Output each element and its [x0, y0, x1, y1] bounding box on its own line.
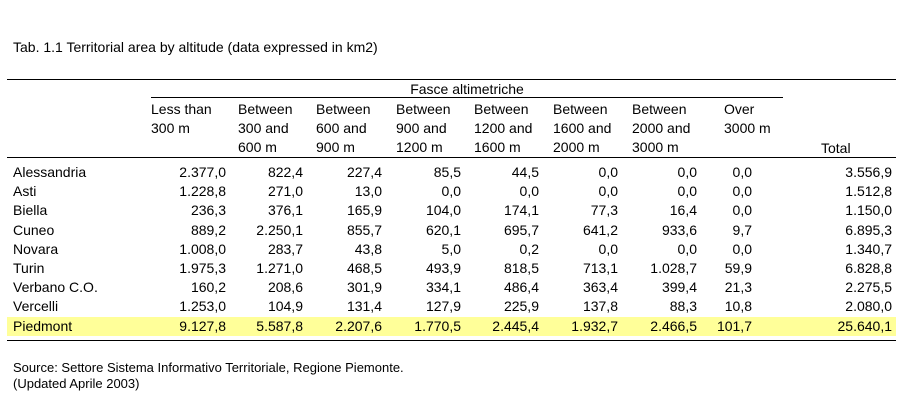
value-cell: 334,1 [425, 279, 461, 296]
row-label: Novara [13, 240, 59, 257]
value-cell: 855,7 [346, 221, 382, 238]
header-rule [7, 157, 896, 158]
value-cell: 127,9 [425, 298, 461, 315]
col-header-2: Between 300 and 600 m [238, 101, 293, 155]
value-cell: 1.770,5 [414, 317, 461, 334]
value-cell: 85,5 [433, 164, 461, 180]
value-cell: 2.250,1 [256, 221, 303, 238]
value-cell: 0,2 [519, 240, 539, 257]
value-cell: 104,0 [425, 202, 461, 219]
value-cell: 2.445,4 [492, 317, 539, 334]
value-cell: 227,4 [346, 164, 382, 180]
row-label: Verbano C.O. [13, 279, 98, 296]
value-cell: 88,3 [669, 298, 697, 315]
value-cell: 5.587,8 [256, 317, 303, 334]
row-label: Biella [13, 202, 48, 219]
group-underline [151, 97, 783, 98]
value-cell: 1.008,0 [179, 240, 226, 257]
value-cell: 1.932,7 [571, 317, 618, 334]
value-cell: 101,7 [716, 317, 752, 334]
value-cell: 9.127,8 [179, 317, 226, 334]
value-cell: 0,0 [732, 164, 752, 180]
total-cell: 3.556,9 [845, 164, 892, 180]
value-cell: 0,0 [441, 183, 461, 200]
value-cell: 486,4 [503, 279, 539, 296]
table-row [7, 163, 896, 182]
value-cell: 13,0 [354, 183, 382, 200]
value-cell: 236,3 [190, 202, 226, 219]
value-cell: 0,0 [677, 183, 697, 200]
value-cell: 1.228,8 [179, 183, 226, 200]
group-header: Fasce altimetriche [410, 81, 524, 97]
value-cell: 0,0 [732, 183, 752, 200]
table-title: Tab. 1.1 Territorial area by altitude (data expressed in km2) [13, 39, 378, 55]
value-cell: 468,5 [346, 260, 382, 276]
value-cell: 2.207,6 [335, 317, 382, 334]
value-cell: 822,4 [267, 164, 303, 180]
value-cell: 16,4 [669, 202, 697, 219]
value-cell: 0,0 [598, 164, 618, 180]
value-cell: 0,0 [519, 183, 539, 200]
value-cell: 0,0 [598, 240, 618, 257]
row-label: Cuneo [13, 221, 55, 238]
total-cell: 1.340,7 [845, 240, 892, 257]
value-cell: 10,8 [724, 298, 752, 315]
value-cell: 208,6 [267, 279, 303, 296]
value-cell: 818,5 [503, 260, 539, 276]
total-cell: 2.275,5 [845, 279, 892, 296]
total-cell: 2.080,0 [845, 298, 892, 315]
col-header-8: Over 3000 m [724, 101, 771, 136]
value-cell: 1.975,3 [179, 260, 226, 276]
value-cell: 493,9 [425, 260, 461, 276]
value-cell: 0,0 [677, 240, 697, 257]
value-cell: 363,4 [582, 279, 618, 296]
value-cell: 1.271,0 [256, 260, 303, 276]
total-cell: 1.150,0 [845, 202, 892, 219]
top-rule [7, 79, 896, 80]
value-cell: 0,0 [677, 164, 697, 180]
value-cell: 9,7 [732, 221, 752, 238]
value-cell: 713,1 [582, 260, 618, 276]
value-cell: 1.028,7 [650, 260, 697, 276]
table-row [7, 221, 896, 240]
value-cell: 174,1 [503, 202, 539, 219]
value-cell: 21,3 [724, 279, 752, 296]
value-cell: 77,3 [590, 202, 618, 219]
value-cell: 0,0 [598, 183, 618, 200]
value-cell: 131,4 [346, 298, 382, 315]
value-cell: 641,2 [582, 221, 618, 238]
table-row [7, 240, 896, 259]
value-cell: 160,2 [190, 279, 226, 296]
value-cell: 137,8 [582, 298, 618, 315]
row-label: Vercelli [13, 298, 59, 315]
value-cell: 104,9 [267, 298, 303, 315]
value-cell: 889,2 [190, 221, 226, 238]
table-row [7, 201, 896, 220]
value-cell: 225,9 [503, 298, 539, 315]
table-row [7, 297, 896, 316]
table-row [7, 182, 896, 201]
value-cell: 1.253,0 [179, 298, 226, 315]
value-cell: 695,7 [503, 221, 539, 238]
value-cell: 165,9 [346, 202, 382, 219]
value-cell: 399,4 [661, 279, 697, 296]
value-cell: 0,0 [732, 202, 752, 219]
value-cell: 283,7 [267, 240, 303, 257]
value-cell: 376,1 [267, 202, 303, 219]
value-cell: 620,1 [425, 221, 461, 238]
row-label: Alessandria [13, 164, 87, 180]
value-cell: 59,9 [724, 260, 752, 276]
row-label: Asti [13, 183, 37, 200]
value-cell: 933,6 [661, 221, 697, 238]
value-cell: 0,0 [732, 240, 752, 257]
col-header-total: Total [821, 140, 851, 156]
col-header-6: Between 1600 and 2000 m [553, 101, 612, 155]
col-header-3: Between 600 and 900 m [316, 101, 371, 155]
source-note [13, 360, 404, 392]
row-label: Piedmont [13, 317, 73, 334]
row-label: Turin [13, 260, 45, 276]
source-line: Source: Settore Sistema Informativo Territoriale, Regione Piemonte. [13, 360, 404, 375]
total-cell: 25.640,1 [837, 317, 892, 334]
total-cell: 1.512,8 [845, 183, 892, 200]
table-row [7, 278, 896, 297]
value-cell: 271,0 [267, 183, 303, 200]
value-cell: 44,5 [511, 164, 539, 180]
total-cell: 6.828,8 [845, 260, 892, 276]
value-cell: 2.466,5 [650, 317, 697, 334]
total-row [7, 317, 896, 336]
value-cell: 2.377,0 [179, 164, 226, 180]
value-cell: 5,0 [441, 240, 461, 257]
value-cell: 301,9 [346, 279, 382, 296]
col-header-1: Less than 300 m [151, 101, 212, 136]
value-cell: 43,8 [354, 240, 382, 257]
updated-line: (Updated Aprile 2003) [13, 376, 140, 391]
table-row [7, 259, 896, 278]
bottom-rule [7, 340, 896, 341]
col-header-5: Between 1200 and 1600 m [474, 101, 533, 155]
col-header-7: Between 2000 and 3000 m [632, 101, 691, 155]
col-header-4: Between 900 and 1200 m [396, 101, 451, 155]
total-cell: 6.895,3 [845, 221, 892, 238]
